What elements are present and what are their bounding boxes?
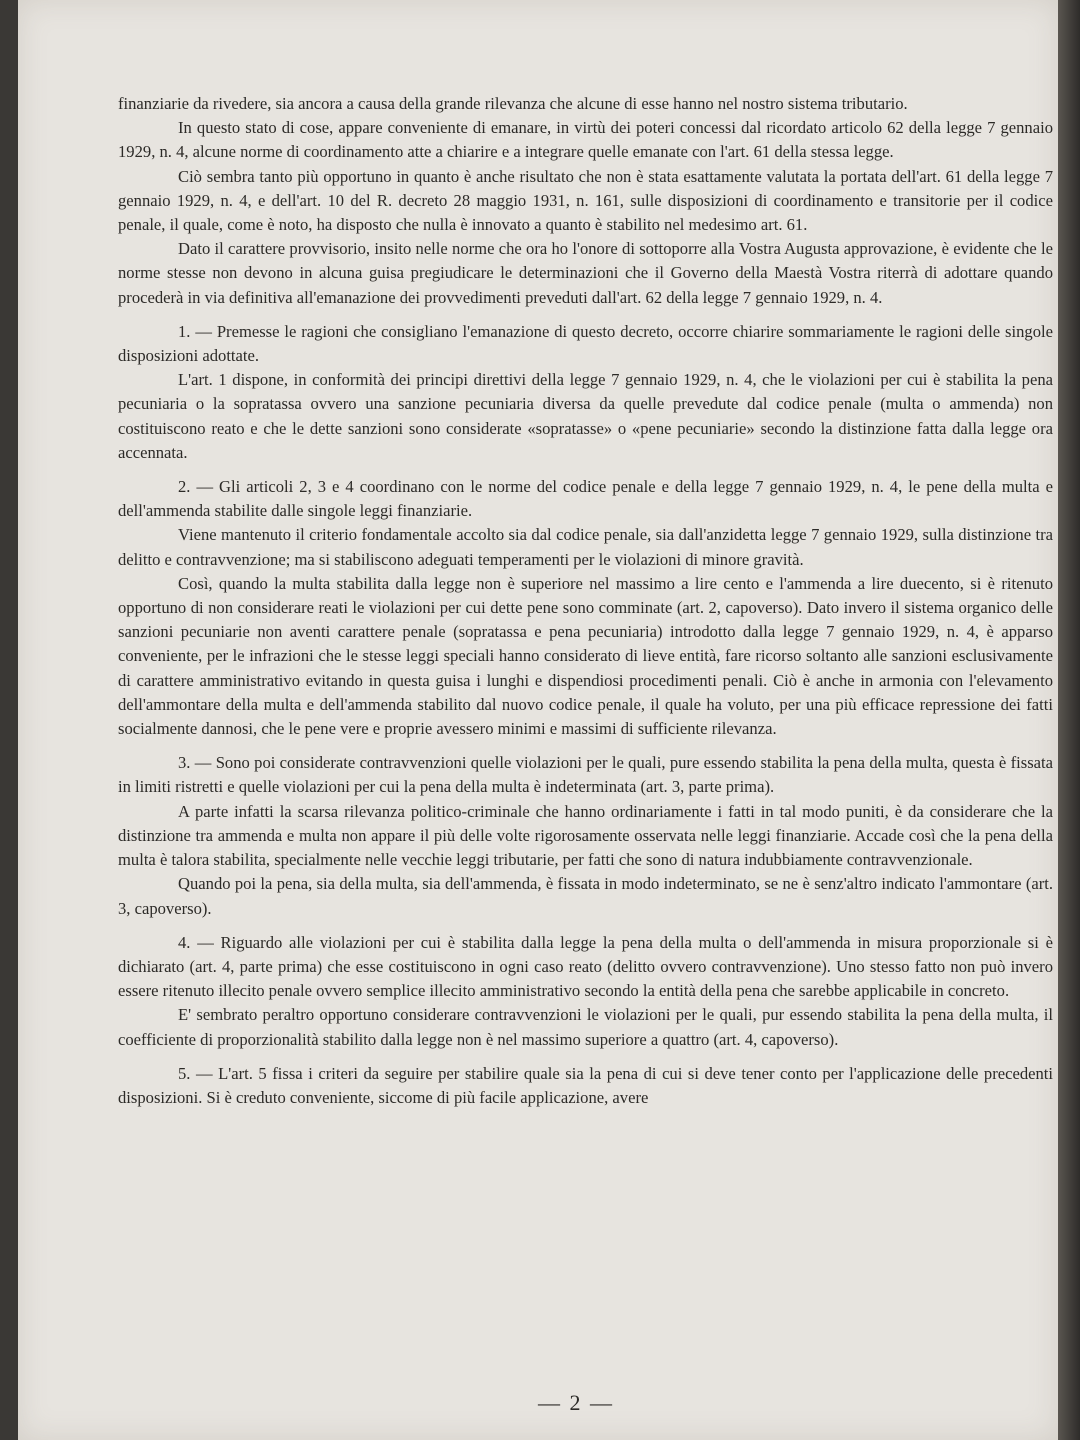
paragraph: Dato il carattere provvisorio, insito nelle norme che ora ho l'onore di sottoporre alla Vostra Augusta approvazione, è evidente che le norme stesse non devono in alcuna guisa pregiudicare le determinazioni che il Governo della Maestà Vostra riterrà di adottare quando procederà in via definitiva all'emanazione dei provvedimenti preveduti dall'art. 62 della legge 7 gennaio 1929, n. 4. <box>118 239 1053 307</box>
document-page <box>18 0 1058 1440</box>
paragraph: A parte infatti la scarsa rilevanza politico-criminale che hanno ordinariamente i fatti in tal modo puniti, è da considerare che la distinzione tra ammenda e multa non appare il più delle volte rigorosamente osservata nelle leggi finanziarie. Accade così che la pena della multa è talora stabilita, specialmente nelle vecchie leggi tributarie, per fatti che sono di natura indubbiamente contravvenzionale. <box>118 801 1053 870</box>
section-paragraph: 2. — Gli articoli 2, 3 e 4 coordinano con le norme del codice penale e della legge 7 gennaio 1929, n. 4, le pene della multa e dell'ammenda stabilite dalle singole leggi finanziarie. <box>118 477 1053 521</box>
paragraph: finanziarie da rivedere, sia ancora a causa della grande rilevanza che alcune di esse hanno nel nostro sistema tributario. <box>118 94 908 113</box>
section-paragraph: 1. — Premesse le ragioni che consigliano l'emanazione di questo decreto, occorre chiarire sommariamente le ragioni delle singole disposizioni adottate. <box>118 321 1053 366</box>
paragraph: E' sembrato peraltro opportuno considerare contravvenzioni le violazioni per le quali, pur essendo stabilita la pena della multa, il coefficiente di proporzionalità stabilito dalla legge non è nel massimo superiore a quattro (art. 4, capoverso). <box>118 1005 1053 1049</box>
paragraph: Viene mantenuto il criterio fondamentale accolto sia dal codice penale, sia dall'anzidetta legge 7 gennaio 1929, sulla distinzione tra delitto e contravvenzione; ma si stabiliscono adeguati temperamenti per le violazioni di minore gravità. <box>118 525 1053 569</box>
body-text <box>118 92 1053 1110</box>
section-paragraph: 3. — Sono poi considerate contravvenzioni quelle violazioni per le quali, pure essendo stabilita la pena della multa, questa è fissata in limiti ristretti e quelle violazioni per cui la pena della multa è indeterminata (art. 3, parte prima). <box>118 753 1053 797</box>
page-edge-shadow <box>1058 0 1080 1440</box>
paragraph: Ciò sembra tanto più opportuno in quanto è anche risultato che non è stata esattamente valutata la portata dell'art. 61 della legge 7 gennaio 1929, n. 4, e dell'art. 10 del R. decreto 28 maggio 1931, n. 161, sulle disposizioni di coordinamento e transitorie per il codice penale, il quale, come è noto, ha disposto che nulla è innovato a quanto è stabilito nel medesimo art. 61. <box>118 166 1053 235</box>
paragraph: L'art. 1 dispone, in conformità dei principi direttivi della legge 7 gennaio 1929, n. 4, che le violazioni per cui è stabilita la pena pecuniaria o la sopratassa ovvero una sanzione pecuniaria diversa da quelle prevedute dal codice penale (multa o ammenda) non costituiscono reato e che le dette sanzioni sono considerate «sopratasse» o «pene pecuniarie» secondo la distinzione fatta dalla legge ora accennata. <box>118 370 1053 462</box>
page-number: — 2 — <box>538 1390 614 1415</box>
paragraph: Così, quando la multa stabilita dalla legge non è superiore nel massimo a lire cento e l'ammenda a lire duecento, si è ritenuto opportuno di non considerare reati le violazioni per cui dette pene sono comminate (art. 2, capoverso). Dato invero il sistema organico delle sanzioni pecuniarie non aventi carattere penale (sopratassa e pena pecuniaria) introdotto dalla legge 7 gennaio 1929, n. 4, è apparso conveniente, per le infrazioni che le stesse leggi speciali hanno considerato di lieve entità, fare ricorso soltanto alle sanzioni esclusivamente di carattere amministrativo evitando in questa guisa i lunghi e dispendiosi procedimenti penali. Ciò è anche in armonia con l'elevamento dell'ammontare della multa e dell'ammenda stabilito dal nuovo codice penale, il quale ha voluto, per una più efficace repressione dei fatti socialmente dannosi, che le pene vere e proprie avessero minimi e massimi di sufficiente rilevanza. <box>118 573 1053 739</box>
paragraph: Quando poi la pena, sia della multa, sia dell'ammenda, è fissata in modo indeterminato, se ne è senz'altro indicato l'ammontare (art. 3, capoverso). <box>118 874 1053 918</box>
section-paragraph: 4. — Riguardo alle violazioni per cui è stabilita dalla legge la pena della multa o dell'ammenda in misura proporzionale si è dichiarato (art. 4, parte prima) che esse costituiscono in ogni caso reato (delitto ovvero contravvenzione). Uno stesso fatto non può invero essere ritenuto illecito penale ovvero semplice illecito amministrativo secondo la entità della pena che sarebbe applicabile in concreto. <box>118 932 1053 1001</box>
section-paragraph: 5. — L'art. 5 fissa i criteri da seguire per stabilire quale sia la pena di cui si deve tener conto per l'applicazione delle precedenti disposizioni. Si è creduto conveniente, siccome di più facile applicazione, avere <box>118 1063 1053 1107</box>
paragraph: In questo stato di cose, appare conveniente di emanare, in virtù dei poteri concessi dal ricordato articolo 62 della legge 7 gennaio 1929, n. 4, alcune norme di coordinamento atte a chiarire e a integrare quelle emanate con l'art. 61 della stessa legge. <box>118 118 1053 162</box>
